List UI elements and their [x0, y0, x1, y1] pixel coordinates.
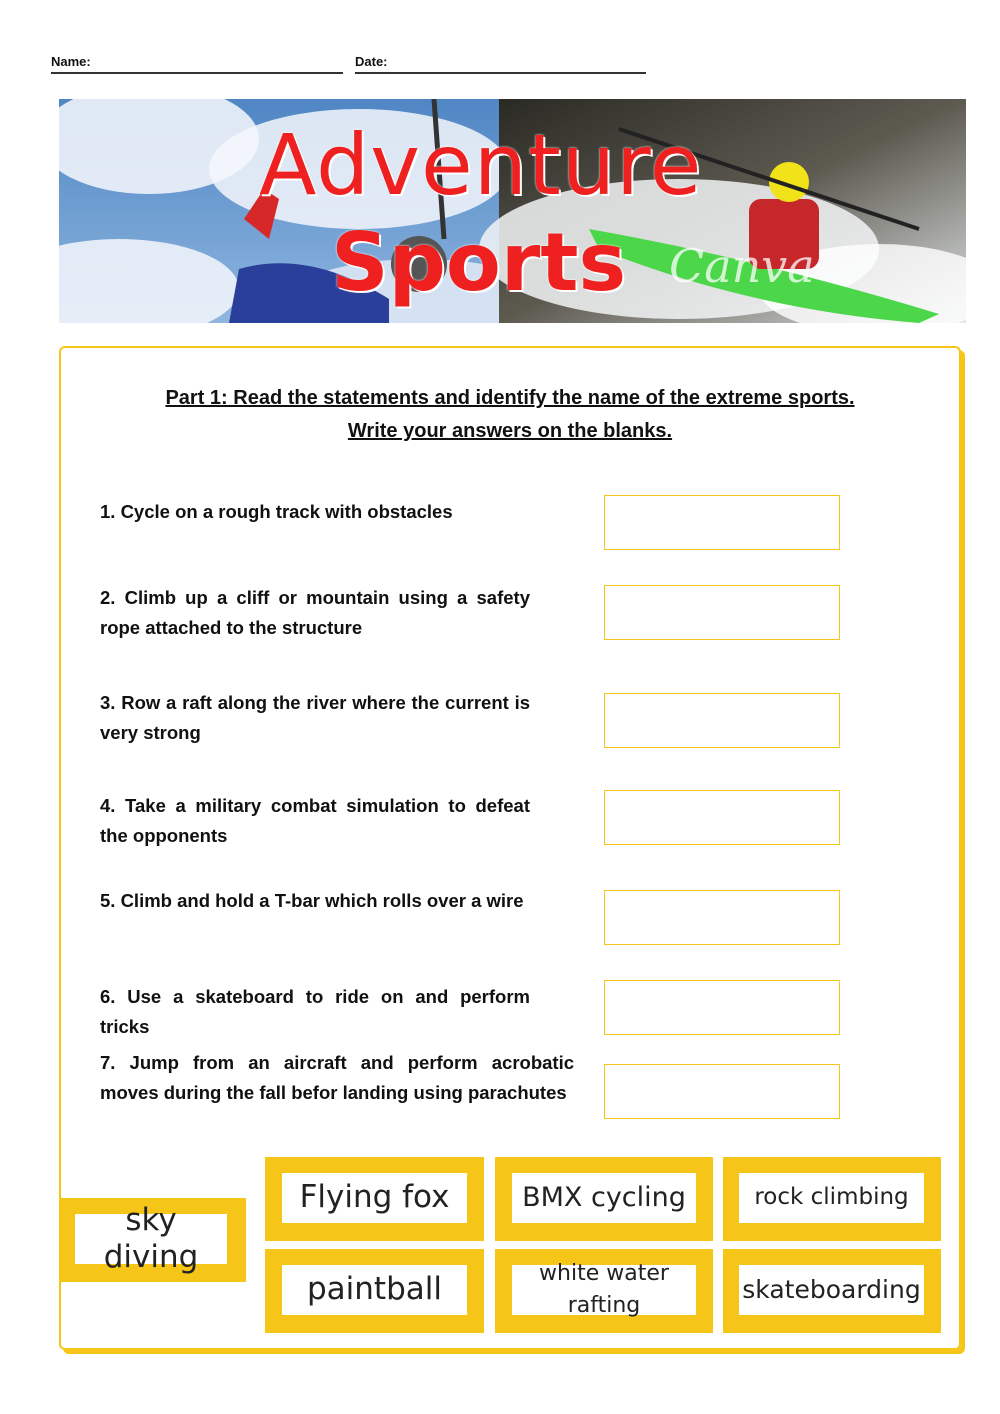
instructions-heading: Part 1: Read the statements and identify the name of the extreme sports. Write your answers on the blanks. — [165, 387, 855, 442]
answer-box-2[interactable] — [604, 585, 840, 640]
word-chip-sky-diving[interactable] — [60, 1198, 246, 1282]
word-chip-skateboarding[interactable] — [723, 1249, 941, 1333]
question-2: 2. Climb up a cliff or mountain using a safety rope attached to the structure — [100, 587, 530, 638]
banner-image — [59, 99, 966, 323]
name-line[interactable] — [51, 72, 343, 74]
date-line[interactable] — [355, 72, 646, 74]
question-1: 1. Cycle on a rough track with obstacles — [100, 501, 453, 522]
date-label: Date: — [355, 54, 388, 69]
answer-box-1[interactable] — [604, 495, 840, 550]
question-5: 5. Climb and hold a T-bar which rolls over a wire — [100, 890, 524, 911]
name-label: Name: — [51, 54, 91, 69]
word-chip-label: paintball — [282, 1265, 467, 1315]
word-chip-label: Flying fox — [282, 1173, 467, 1223]
question-7: 7. Jump from an aircraft and perform acrobatic moves during the fall befor landing using parachutes — [100, 1052, 574, 1103]
word-chip-white-water-rafting[interactable] — [495, 1249, 713, 1333]
word-chip-label: BMX cycling — [512, 1173, 696, 1223]
question-4: 4. Take a military combat simulation to defeat the opponents — [100, 795, 530, 846]
word-chip-label: sky diving — [75, 1214, 227, 1264]
word-chip-label: white water rafting — [512, 1265, 696, 1315]
banner-title-line1: Adventure — [259, 116, 703, 214]
word-chip-paintball[interactable] — [265, 1249, 484, 1333]
word-chip-rock-climbing[interactable] — [723, 1157, 941, 1241]
word-chip-label: rock climbing — [739, 1173, 924, 1223]
answer-box-4[interactable] — [604, 790, 840, 845]
word-chip-bmx-cycling[interactable] — [495, 1157, 713, 1241]
answer-box-7[interactable] — [604, 1064, 840, 1119]
word-chip-flying-fox[interactable] — [265, 1157, 484, 1241]
question-3: 3. Row a raft along the river where the current is very strong — [100, 692, 530, 743]
word-chip-label: skateboarding — [739, 1265, 924, 1315]
canva-watermark: Canva — [669, 239, 815, 293]
banner-title-line2: Sports — [331, 216, 627, 309]
question-6: 6. Use a skateboard to ride on and perform tricks — [100, 986, 530, 1037]
answer-box-6[interactable] — [604, 980, 840, 1035]
answer-box-3[interactable] — [604, 693, 840, 748]
answer-box-5[interactable] — [604, 890, 840, 945]
